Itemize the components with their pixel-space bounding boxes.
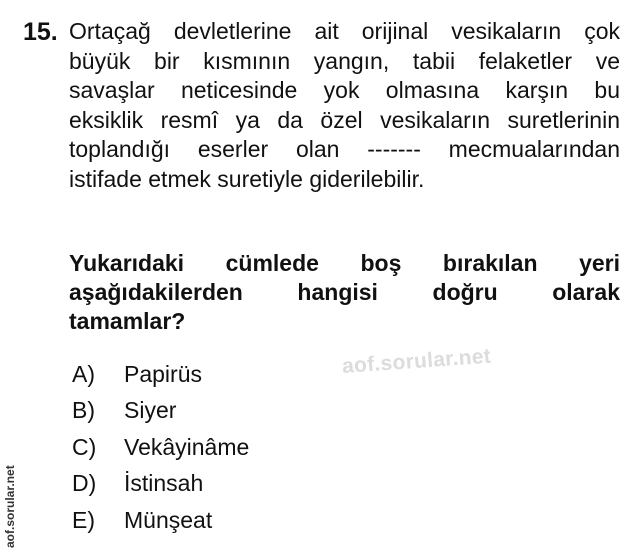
option-letter: D) [72, 470, 97, 497]
option-text: Siyer [124, 397, 177, 424]
prompt-line: Yukarıdaki cümlede boş bırakılan yeri [69, 250, 620, 276]
option-letter: C) [72, 433, 97, 460]
prompt-line: tamamlar? [69, 308, 186, 334]
question-prompt [69, 249, 620, 336]
stem-line: istifade etmek suretiyle giderilebilir. [69, 165, 425, 192]
option-text: Vekâyinâme [124, 433, 250, 460]
option-b[interactable] [72, 393, 249, 430]
option-d[interactable] [72, 466, 249, 503]
stem-line: büyük bir kısmının yangın, tabii felaketler ve [69, 47, 620, 74]
option-e[interactable] [72, 502, 249, 539]
answer-options [72, 356, 249, 539]
question-number: 15. [23, 18, 58, 46]
stem-line: toplandığı eserler olan ------- mecmualarından [69, 136, 620, 162]
option-text: Papirüs [124, 360, 202, 387]
option-c[interactable] [72, 429, 249, 466]
option-letter: B) [72, 397, 95, 424]
stem-line: eksiklik resmî ya da özel vesikaların suretlerinin [69, 106, 620, 133]
option-text: Münşeat [124, 506, 213, 533]
stem-line: Ortaçağ devletlerine ait orijinal vesikaların çok [69, 18, 620, 44]
option-text: İstinsah [124, 470, 204, 497]
stem-line: savaşlar neticesinde yok olmasına karşın bu [69, 77, 620, 103]
option-letter: E) [72, 506, 95, 533]
option-letter: A) [72, 360, 95, 387]
prompt-line: aşağıdakilerden hangisi doğru olarak [69, 279, 620, 305]
side-watermark: aof.sorular.net [3, 465, 17, 548]
watermark: aof.sorular.net [341, 344, 492, 379]
option-a[interactable] [72, 356, 249, 393]
question-stem [69, 17, 620, 194]
